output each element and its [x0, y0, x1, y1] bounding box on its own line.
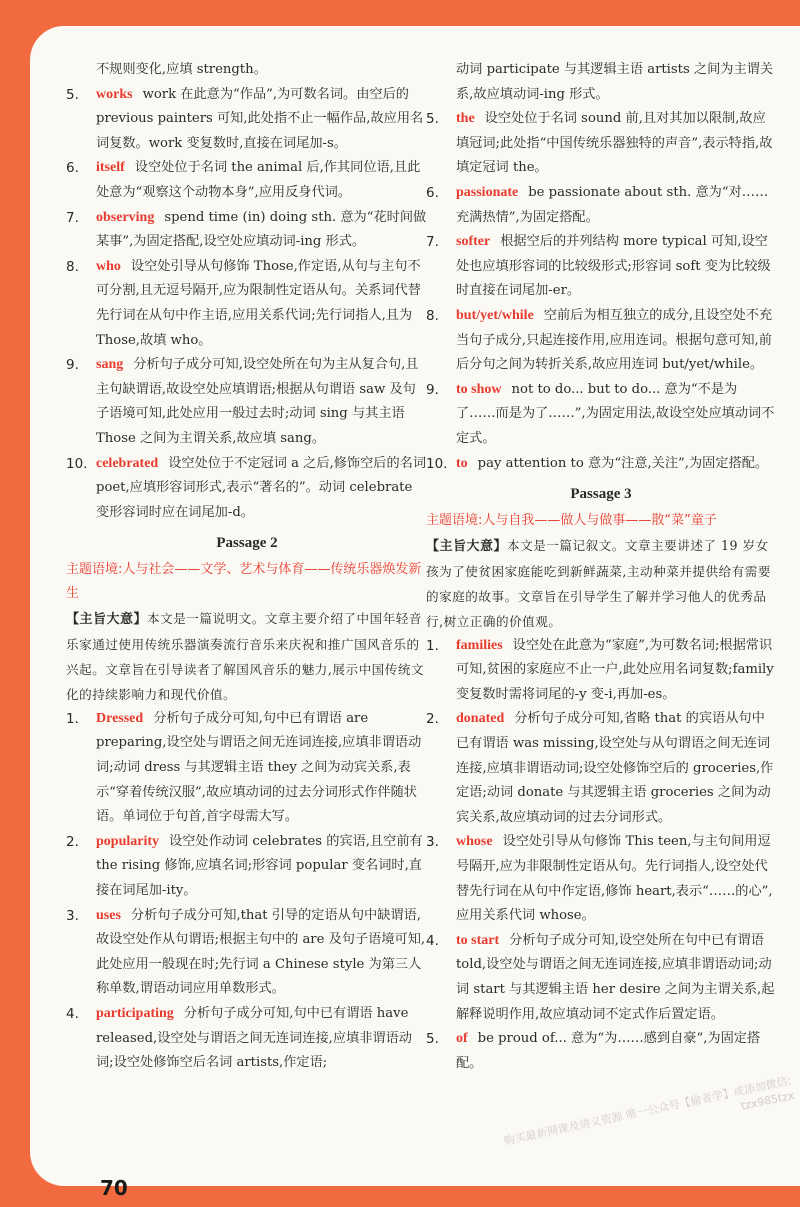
item-number: 7. — [426, 234, 439, 251]
answer-word: works — [96, 86, 133, 102]
answer-item — [66, 830, 428, 904]
explanation-text: work 在此意为“作品”,为可数名词。由空后的 previous painters 可知,此处指不止一幅作品,故应用名词复数。work 变复数时,直接在词尾加-s。 — [96, 86, 424, 151]
passage3-summary — [426, 533, 776, 634]
answer-item — [426, 707, 776, 830]
explanation-text: not to do... but to do... 意为“不是为了……而是为了……”,为固定用法,故设空处应填动词不定式。 — [456, 381, 775, 446]
answer-word: popularity — [96, 833, 160, 849]
answer-word: of — [456, 1031, 468, 1047]
explanation-text: 分析句子成分可知,that 引导的定语从句中缺谓语,故设空处作从句谓语;根据主句中的 are 及句子语境可知,此处应用一般现在时;先行词 a Chinese style 为第三人称单数,谓语动词应用单数形式。 — [96, 907, 426, 997]
passage2-title: Passage 2 — [216, 535, 278, 552]
explanation-text: 设空处位于不定冠词 a 之后,修饰空后的名词 poet,应填形容词形式,表示“著名的”。动词 celebrate 变形容词时应在词尾加-d。 — [96, 455, 427, 520]
explanation-text: 根据空后的并列结构 more typical 可知,设空处也应填形容词的比较级形式;形容词 soft 变为比较级时直接在词尾加-er。 — [456, 234, 771, 299]
answer-item — [66, 1002, 428, 1076]
item-number: 2. — [426, 711, 439, 728]
explanation-text: 分析句子成分可知,设空处所在句中已有谓语 told,设空处与谓语之间无连词连接,应填非谓语动词;动词 start 与其逻辑主语 her desire 之间为主谓关系,起解释说明作用,故应填动词不定式作后置定语。 — [456, 932, 775, 1022]
item-number: 5. — [426, 1031, 439, 1048]
explanation-text: 设空处在此意为“家庭”,为可数名词;根据常识可知,贫困的家庭应不止一户,此处应用名词复数;family 变复数时需将词尾的-y 变-i,再加-es。 — [456, 637, 774, 702]
answer-item — [66, 353, 428, 451]
summary-label: 【主旨大意】 — [66, 611, 148, 627]
answer-word: itself — [96, 160, 125, 176]
answer-item — [426, 107, 776, 181]
answer-word: uses — [96, 907, 121, 923]
page-number: 70 — [100, 1176, 128, 1200]
explanation-text: 分析句子成分可知,省略 that 的宾语从句中已有谓语 was missing,设空处与从句谓语之间无连词连接,应填非谓语动词;设空处修饰空后的 groceries,作定语;动词 donate 与其逻辑主语 groceries 之间为动宾关系,故应填动词的过去分词形式。 — [456, 711, 774, 825]
item-number: 1. — [66, 710, 79, 727]
explanation-text: 设空处引导从句修饰 This teen,与主句间用逗号隔开,应为非限制性定语从句。先行词指人,设空处代替先行词在从句中作定语,修饰 heart,表示“……的心”,应用关系代词 whose。 — [456, 834, 773, 924]
item-number: 3. — [426, 834, 439, 851]
item-number: 2. — [66, 833, 79, 850]
item-number: 8. — [66, 258, 79, 275]
item-number: 10. — [426, 455, 448, 472]
item-number: 6. — [66, 160, 79, 177]
left-column — [66, 58, 428, 1076]
answer-word: celebrated — [96, 455, 159, 471]
explanation-text: 分析句子成分可知,句中已有谓语 have released,设空处与谓语之间无连词连接,应填非谓语动词;设空处修饰空后名词 artists,作定语; — [96, 1006, 412, 1071]
answer-item — [66, 904, 428, 1002]
passage3-title: Passage 3 — [570, 486, 632, 503]
answer-word: Dressed — [96, 710, 144, 726]
answer-word: who — [96, 258, 121, 274]
document-page — [30, 26, 800, 1200]
summary-label: 【主旨大意】 — [426, 538, 508, 554]
answer-word: softer — [456, 234, 491, 250]
item-number: 9. — [66, 357, 79, 374]
answer-word: participating — [96, 1006, 174, 1021]
explanation-text: 分析句子成分可知,句中已有谓语 are preparing,设空处与谓语之间无连词连接,应填非谓语动词;动词 dress 与其逻辑主语 they 之间为动宾关系,表示“穿着传统汉服”,故应填动词的过去分词形式作伴随状语。单词位于句首,首字母需大写。 — [96, 710, 422, 825]
answer-item — [66, 255, 428, 353]
explanation-text: be proud of... 意为“为……感到自豪”,为固定搭配。 — [456, 1031, 761, 1071]
answer-item — [66, 707, 428, 830]
explanation-text: 设空处位于名词 the animal 后,作其同位语,且此处意为“观察这个动物本身”,应用反身代词。 — [96, 160, 421, 200]
answer-item — [66, 156, 428, 205]
answer-item — [426, 181, 776, 230]
explanation-text: 设空处位于名词 sound 前,且对其加以限制,故应填冠词;此处指“中国传统乐器独特的声音”,表示特指,故填定冠词 the。 — [456, 111, 773, 176]
explanation-text: 分析句子成分可知,设空处所在句为主从复合句,且主句缺谓语,故设空处应填谓语;根据从句谓语 saw 及句子语境可知,此处应用一般过去时;动词 sing 与其主语 Those 之间为主谓关系,故应填 sang。 — [96, 357, 419, 446]
item-number: 4. — [66, 1006, 79, 1022]
watermark-text: 购买最新网课及讲义资源 唯一公众号【偷者学】或添加微信: tzx985tzx — [502, 1074, 796, 1148]
item-number: 5. — [66, 86, 79, 103]
explanation-text: 设空处引导从句修饰 Those,作定语,从句与主句不可分割,且无逗号隔开,应为限制性定语从句。关系词代替先行词在从句中作主语,应用关系代词;先行词指人,且为 Those,故填 who。 — [96, 258, 421, 348]
answer-word: to — [456, 455, 468, 471]
right-column — [426, 58, 776, 1076]
answer-word: observing — [96, 209, 155, 225]
answer-item — [66, 452, 428, 526]
answer-word: families — [456, 637, 503, 653]
passage2-theme: 主题语境:人与社会——文学、艺术与体育——传统乐器焕发新生 — [66, 561, 422, 601]
answer-item — [426, 929, 776, 1027]
answer-item — [426, 230, 776, 304]
answer-item — [426, 634, 776, 708]
item-number: 5. — [426, 111, 439, 128]
explanation-text: be passionate about sth. 意为“对……充满热情”,为固定搭配。 — [456, 184, 769, 225]
answer-word: to start — [456, 932, 500, 948]
answer-item — [426, 1027, 776, 1076]
answer-word: passionate — [456, 184, 519, 200]
item-number: 7. — [66, 209, 79, 226]
answer-word: to show — [456, 381, 502, 397]
continued-text: 不规则变化,应填 strength。 — [96, 62, 267, 77]
passage1-answers — [66, 83, 428, 526]
passage3-answers — [426, 634, 776, 1077]
item-number: 1. — [426, 637, 439, 654]
answer-item — [426, 304, 776, 378]
explanation-text: 空前后为相互独立的成分,且设空处不充当句子成分,只起连接作用,应用连词。根据句意可知,前后分句之间为转折关系,故应用连词 but/yet/while。 — [456, 307, 773, 373]
item-number: 6. — [426, 184, 439, 201]
continued-text: 动词 participate 与其逻辑主语 artists 之间为主谓关系,故应填动词-ing 形式。 — [456, 62, 774, 102]
answer-word: donated — [456, 711, 505, 727]
item-number: 4. — [426, 932, 439, 949]
explanation-text: spend time (in) doing sth. 意为“花时间做某事”,为固定搭配,设空处应填动词-ing 形式。 — [96, 209, 427, 250]
item-number: 8. — [426, 307, 439, 324]
passage3-theme: 主题语境:人与自我——做人与做事——散“菜”童子 — [426, 512, 717, 528]
answer-word: whose — [456, 834, 493, 850]
answer-item — [426, 378, 776, 452]
answer-item — [426, 452, 776, 477]
summary-text: 本文是一篇记叙文。文章主要讲述了 19 岁女孩为了使贫困家庭能吃到新鲜蔬菜,主动种菜并提供给有需要的家庭的故事。文章旨在引导学生了解并学习他人的优秀品行,树立正确的价值观。 — [426, 537, 771, 629]
answer-item — [66, 83, 428, 157]
summary-text: 本文是一篇说明文。文章主要介绍了中国年轻音乐家通过使用传统乐器演奏流行音乐来庆祝和推广国风音乐的兴起。文章旨在引导读者了解国风音乐的魅力,展示中国传统文化的持续影响力和现代价值。 — [66, 610, 425, 702]
item-number: 10. — [66, 455, 88, 472]
answer-item — [426, 830, 776, 928]
explanation-text: pay attention to 意为“注意,关注”,为固定搭配。 — [477, 455, 769, 471]
answer-word: but/yet/while — [456, 307, 534, 323]
passage2-summary — [66, 606, 428, 707]
answer-item — [66, 206, 428, 255]
passage2-answers-cont — [426, 107, 776, 476]
answer-word: sang — [96, 357, 124, 373]
explanation-text: 设空处作动词 celebrates 的宾语,且空前有 the rising 修饰,应填名词;形容词 popular 变名词时,直接在词尾加-ity。 — [96, 833, 423, 899]
item-number: 9. — [426, 381, 439, 398]
passage2-answers — [66, 707, 428, 1076]
answer-word: the — [456, 111, 475, 127]
item-number: 3. — [66, 907, 79, 924]
